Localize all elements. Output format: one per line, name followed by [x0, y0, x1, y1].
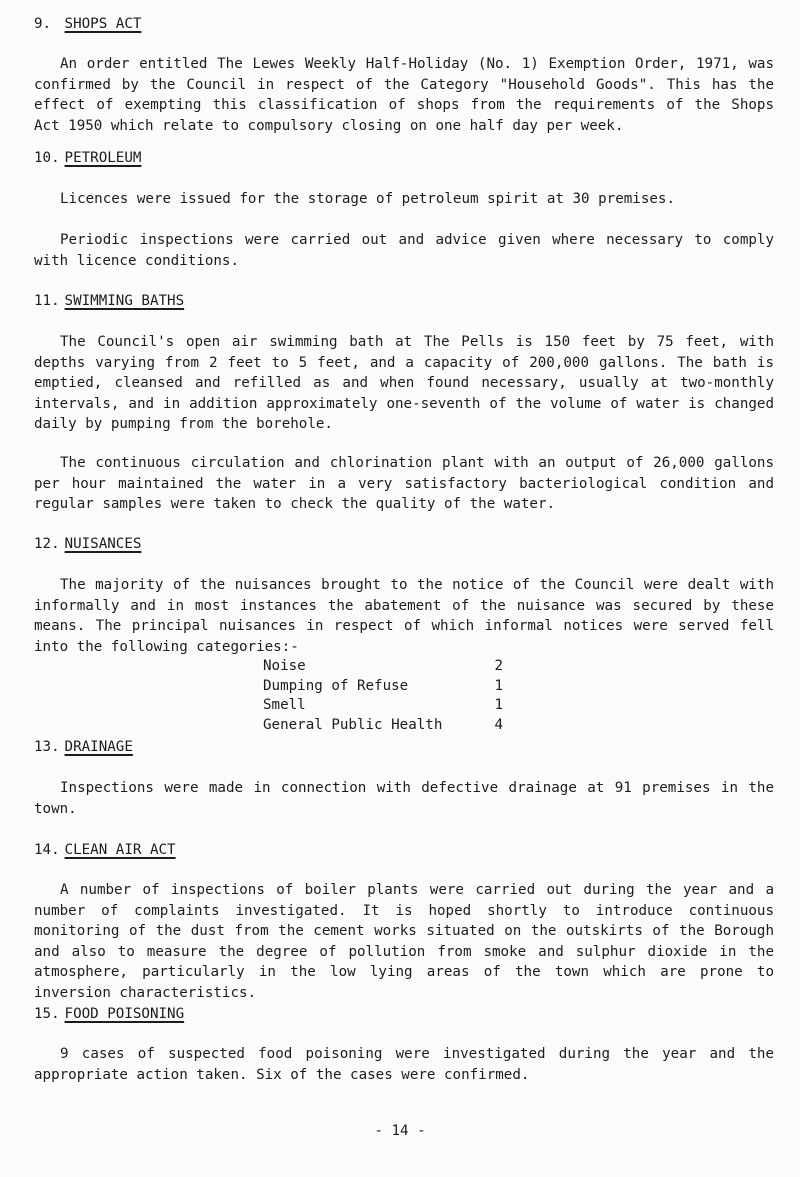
paragraph-shops-act: An order entitled The Lewes Weekly Half-Holiday (No. 1) Exemption Order, 1971, was confirmed by the Council in respect of the Category "Household Goods". This has the effect of exempting this classification of shops from the requirements of the Shops Act 1950 which relate to compulsory closing on one half day per week. — [34, 56, 774, 134]
page-number: - 14 - — [374, 1123, 426, 1139]
paragraph-petroleum-licences: Licences were issued for the storage of petroleum spirit at 30 premises. — [60, 191, 675, 207]
section-heading-shops-act — [34, 14, 141, 35]
nuisance-categories-list — [263, 656, 503, 734]
section-number: 13. — [34, 739, 60, 755]
section-title: PETROLEUM — [64, 150, 142, 166]
section-title: SWIMMING BATHS — [64, 293, 185, 309]
list-item-label: Smell — [263, 697, 306, 713]
list-item — [263, 695, 503, 715]
list-item-value: 2 — [494, 658, 503, 674]
section-number: 9. — [34, 16, 52, 32]
paragraph-nuisances: The majority of the nuisances brought to the notice of the Council were dealt with informally and in most instances the abatement of the nuisance was secured by these means. The principal nuisances in respect of which informal notices were served fell into the following categories:- — [34, 577, 774, 655]
paragraph-swimming-bath-details: The Council's open air swimming bath at The Pells is 150 feet by 75 feet, with depths varying from 2 feet to 5 feet, and a capacity of 200,000 gallons. The bath is emptied, cleansed and refilled as and when found necessary, usually at two-monthly intervals, and in addition approximately one-seventh of the volume of water is changed daily by pumping from the borehole. — [34, 334, 774, 432]
section-title: CLEAN AIR ACT — [64, 842, 176, 858]
list-item — [263, 656, 503, 676]
section-number: 15. — [34, 1006, 60, 1022]
list-item-value: 1 — [494, 677, 503, 694]
paragraph-petroleum-inspections: Periodic inspections were carried out and advice given where necessary to comply with licence conditions. — [34, 232, 774, 269]
section-title: FOOD POISONING — [64, 1006, 185, 1022]
section-title: NUISANCES — [64, 536, 142, 552]
list-item-label: Noise — [263, 658, 306, 674]
section-number: 12. — [34, 536, 60, 552]
list-item — [263, 715, 503, 735]
section-heading-food-poisoning — [34, 1004, 184, 1025]
paragraph-clean-air: A number of inspections of boiler plants were carried out during the year and a number of complaints investigated. It is hoped shortly to introduce continuous monitoring of the dust from the cement works situated on the outskirts of the Borough and also to measure the degree of pollution from smoke and sulphur dioxide in the atmosphere, particularly in the low lying areas of the town which are prone to inversion characteristics. — [34, 882, 774, 1001]
list-item-value: 4 — [494, 716, 503, 733]
section-heading-nuisances — [34, 534, 141, 555]
section-title: DRAINAGE — [64, 739, 133, 755]
list-item-value: 1 — [494, 697, 503, 713]
list-item-label: General Public Health — [263, 716, 443, 733]
list-item-label: Dumping of Refuse — [263, 677, 409, 694]
list-item — [263, 676, 503, 696]
paragraph-food-poisoning: 9 cases of suspected food poisoning were investigated during the year and the appropriate action taken. Six of the cases were confirmed. — [34, 1046, 774, 1083]
section-number: 11. — [34, 293, 60, 309]
paragraph-swimming-bath-plant: The continuous circulation and chlorination plant with an output of 26,000 gallons per hour maintained the water in a very satisfactory bacteriological condition and regular samples were taken to check the quality of the water. — [34, 455, 774, 512]
section-heading-clean-air-act — [34, 840, 176, 861]
section-heading-petroleum — [34, 148, 141, 169]
paragraph-drainage: Inspections were made in connection with defective drainage at 91 premises in the town. — [34, 780, 774, 817]
section-title: SHOPS ACT — [64, 16, 142, 32]
section-heading-drainage — [34, 737, 133, 758]
section-heading-swimming-baths — [34, 291, 184, 312]
section-number: 10. — [34, 150, 60, 166]
section-number: 14. — [34, 842, 60, 858]
